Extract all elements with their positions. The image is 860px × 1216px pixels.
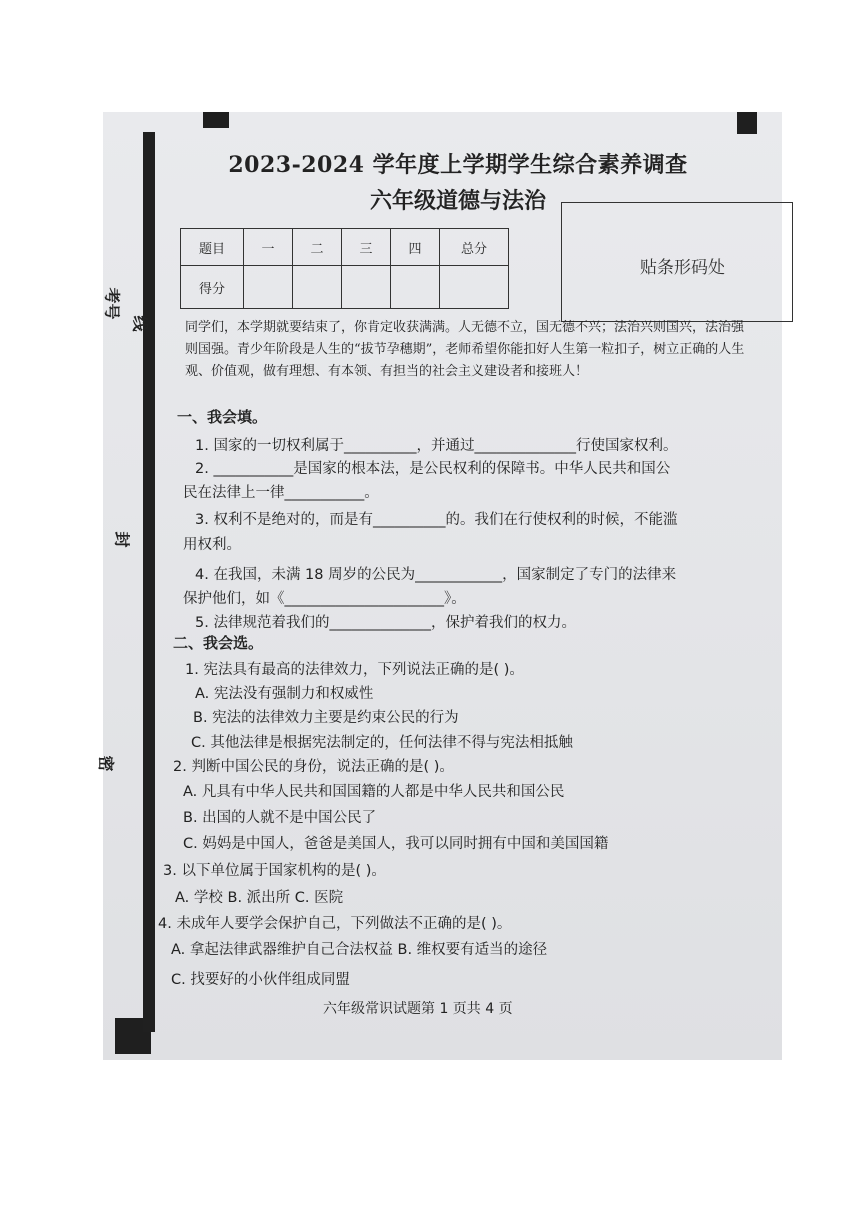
score-cell[interactable]	[391, 266, 440, 309]
choice-question: 4. 未成年人要学会保护自己，下列做法不正确的是( )。	[158, 916, 512, 932]
fill-question: 3. 权利不是绝对的，而是有__________的。我们在行使权利的时候，不能滥	[195, 512, 678, 528]
barcode-box	[561, 202, 793, 322]
choice-option: C. 找要好的小伙伴组成同盟	[171, 972, 350, 988]
choice-question: 3. 以下单位属于国家机构的是( )。	[163, 863, 386, 879]
score-cell[interactable]	[342, 266, 391, 309]
side-label-secret: 密	[96, 755, 116, 772]
choice-option: B. 出国的人就不是中国公民了	[183, 810, 377, 826]
side-label-line: 线	[130, 315, 150, 332]
exam-title: 2023-2024 学年度上学期学生综合素养调查	[228, 152, 688, 178]
corner-mark-top-right	[737, 112, 757, 134]
score-table	[180, 228, 509, 309]
choice-option: A. 凡具有中华人民共和国国籍的人都是中华人民共和国公民	[183, 784, 565, 800]
fill-question: 民在法律上一律___________。	[183, 485, 379, 501]
score-header-cell: 题目	[181, 229, 244, 266]
score-table-header-row	[181, 229, 509, 266]
choice-option: A. 拿起法律武器维护自己合法权益 B. 维权要有适当的途径	[171, 942, 548, 958]
score-header-cell: 一	[244, 229, 293, 266]
corner-mark-top-left	[203, 112, 229, 128]
score-header-cell: 总分	[440, 229, 509, 266]
choice-option: A. 学校 B. 派出所 C. 医院	[175, 890, 344, 906]
exam-paper-photo	[96, 112, 782, 1060]
fill-question: 4. 在我国，未满 18 周岁的公民为____________，国家制定了专门的法律来	[195, 567, 677, 583]
score-header-cell: 二	[293, 229, 342, 266]
score-row-label: 得分	[181, 266, 244, 309]
section-heading: 二、我会选。	[173, 634, 264, 652]
score-cell[interactable]	[440, 266, 509, 309]
intro-paragraph: 同学们，本学期就要结束了，你肯定收获满满。人无德不立，国无德不兴；法治兴则国兴，法治强则国强。青少年阶段是人生的“拔节孕穗期”，老师希望你能扣好人生第一粒扣子，树立正确的人生观、价值观，做有理想、有本领、有担当的社会主义建设者和接班人！	[185, 320, 745, 379]
choice-option: B. 宪法的法律效力主要是约束公民的行为	[193, 710, 459, 726]
score-cell[interactable]	[244, 266, 293, 309]
section-heading: 一、我会填。	[177, 408, 268, 426]
choice-question: 2. 判断中国公民的身份，说法正确的是( )。	[173, 759, 454, 775]
score-cell[interactable]	[293, 266, 342, 309]
fill-question: 1. 国家的一切权利属于__________，并通过______________行使国家权利。	[195, 438, 678, 454]
side-label-seal: 封	[112, 531, 132, 548]
score-header-cell: 四	[391, 229, 440, 266]
choice-option: A. 宪法没有强制力和权威性	[195, 686, 374, 702]
choice-option: C. 其他法律是根据宪法制定的，任何法律不得与宪法相抵触	[191, 735, 573, 751]
fill-question: 5. 法律规范着我们的______________，保护着我们的权力。	[195, 615, 576, 631]
score-table-score-row	[181, 266, 509, 309]
choice-option: C. 妈妈是中国人，爸爸是美国人，我可以同时拥有中国和美国国籍	[183, 836, 609, 852]
choice-question: 1. 宪法具有最高的法律效力，下列说法正确的是( )。	[185, 662, 524, 678]
fill-question: 用权利。	[183, 537, 241, 553]
score-header-cell: 三	[342, 229, 391, 266]
barcode-label: 贴条形码处	[640, 258, 725, 278]
side-label-exam-no: 考号	[102, 287, 122, 320]
binding-line	[143, 132, 155, 1032]
fill-question: 2. ___________是国家的根本法，是公民权利的保障书。中华人民共和国公	[195, 461, 671, 477]
fill-question: 保护他们，如《______________________》。	[183, 591, 466, 607]
page-footer: 六年级常识试题第 1 页共 4 页	[323, 1001, 513, 1017]
exam-subtitle: 六年级道德与法治	[369, 188, 546, 214]
